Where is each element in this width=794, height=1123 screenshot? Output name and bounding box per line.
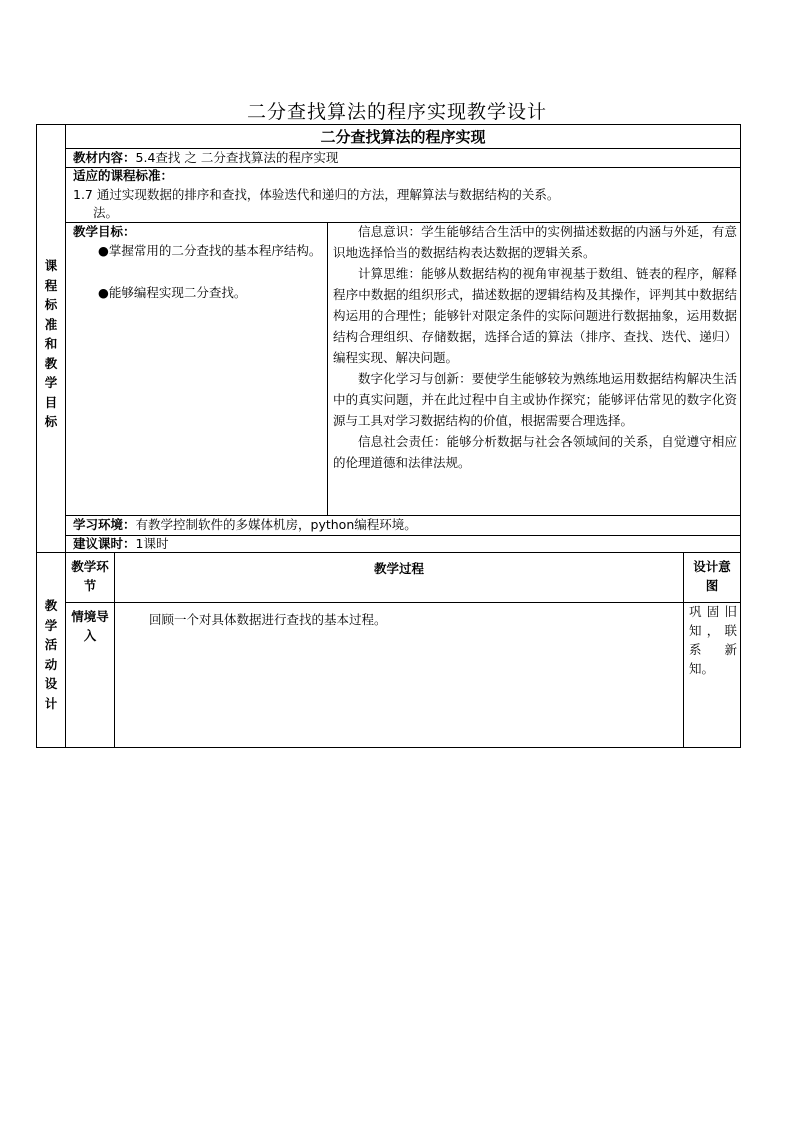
objective-item-1: ●掌握常用的二分查找的基本程序结构。 [98,243,322,258]
textbook-label: 教材内容： [73,150,136,165]
section-label-standards: 课 程 标 准 和 教 学 目 标 [44,258,58,429]
textbook-value: 5.4查找 之 二分查找算法的程序实现 [135,150,339,165]
activity-intent: 巩固旧知，联系新知。 [689,604,737,676]
activity-stage: 情境导入 [71,609,109,643]
environment-value: 有教学控制软件的多媒体机房，python编程环境。 [135,517,417,532]
hours-label: 建议课时： [73,536,136,551]
section-label-activities: 教 学 活 动 设 计 [44,598,58,711]
objective-item-2: ●能够编程实现二分查找。 [98,285,247,300]
header-process: 教学过程 [373,561,424,576]
objectives-label: 教学目标： [73,224,136,239]
environment-label: 学习环境： [73,517,136,532]
literacy-social-responsibility: 信息社会责任：能够分析数据与社会各领域间的关系，自觉遵守相应的伦理道德和法律法规。 [333,434,737,470]
header-intent: 设计意图 [693,559,731,593]
standard-line-1: 1.7 通过实现数据的排序和查找，体验迭代和递归的方法，理解算法与数据结构的关系。 [73,187,560,202]
textbook-row [73,148,338,167]
literacy-block [333,221,737,473]
hours-row [73,534,168,553]
literacy-computational-thinking: 计算思维：能够从数据结构的视角审视基于数组、链表的程序，解释程序中数据的组织形式，描述数据的逻辑结构及其操作，评判其中数据结构运用的合理性；能够针对限定条件的实际问题进行数据抽象，运用数据结构合理组织、存储数据，选择合适的算法（排序、查找、迭代、递归）编程实现、解决问题。 [333,266,737,365]
header-stage: 教学环节 [71,559,109,593]
standard-label: 适应的课程标准： [73,168,174,183]
literacy-digital-learning: 数字化学习与创新：要使学生能够较为熟练地运用数据结构解决生活中的真实问题，并在此过程中自主或协作探究；能够评估常见的数字化资源与工具对学习数据结构的价值，根据需要合理选择。 [333,371,737,428]
activity-process: 回顾一个对具体数据进行查找的基本过程。 [149,612,387,627]
document-title: 二分查找算法的程序实现教学设计 [246,101,547,123]
environment-row [73,515,417,535]
table-header-title: 二分查找算法的程序实现 [320,128,486,146]
standard-line-2: 法。 [93,205,119,220]
literacy-info-awareness: 信息意识：学生能够结合生活中的实例描述数据的内涵与外延，有意识地选择恰当的数据结构表达数据的逻辑关系。 [333,224,737,260]
hours-value: 1课时 [135,536,169,551]
